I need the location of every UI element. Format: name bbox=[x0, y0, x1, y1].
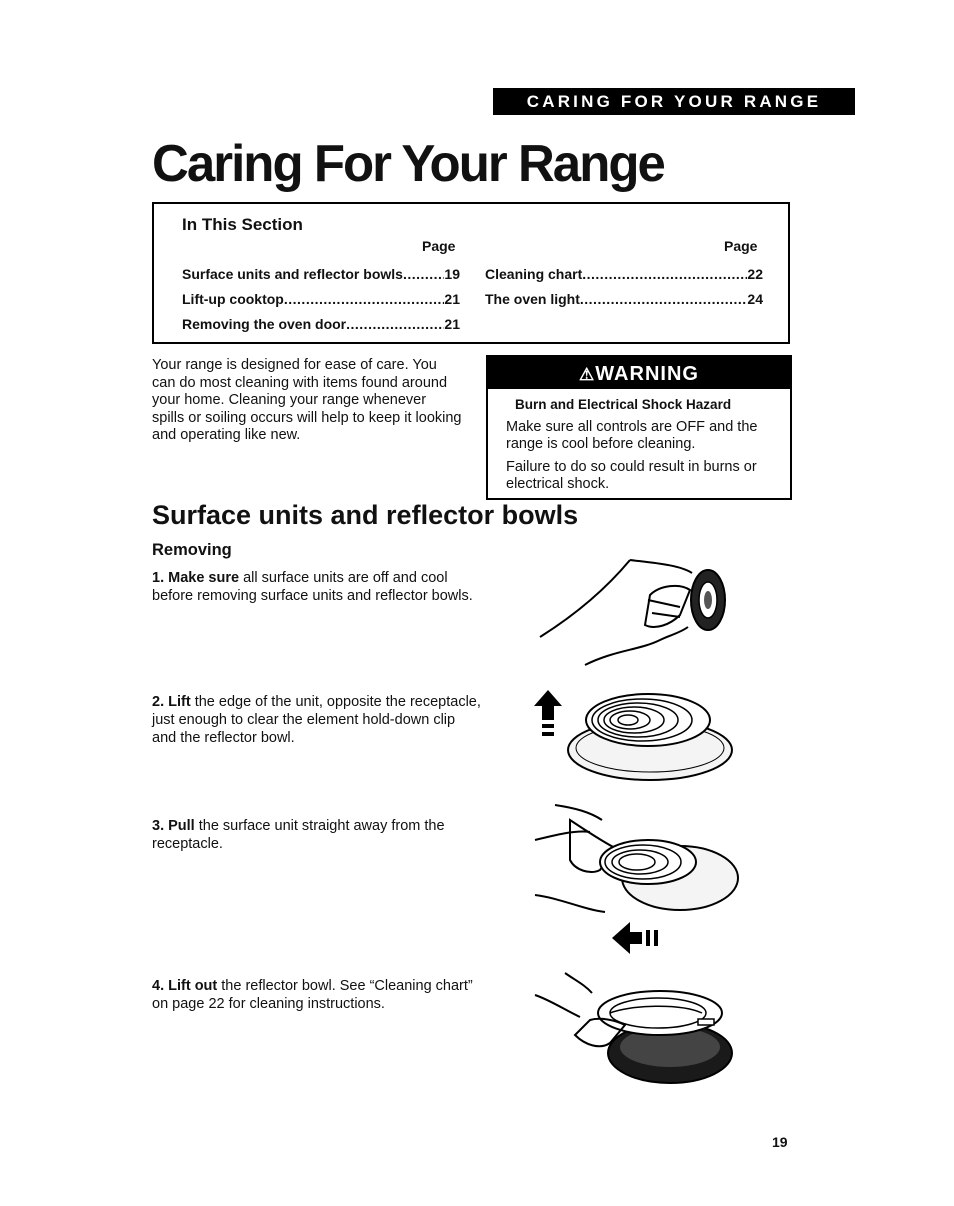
warning-text: Make sure all controls are OFF and the range is cool before cleaning. bbox=[506, 419, 758, 452]
toc-heading: In This Section bbox=[182, 215, 303, 234]
toc-entry-label: Lift-up cooktop bbox=[182, 291, 284, 307]
toc-entry[interactable] bbox=[485, 291, 763, 307]
step-text: the reflector bowl. See “Cleaning chart” on page 22 for cleaning instructions. bbox=[152, 978, 473, 1012]
warning-bar bbox=[488, 357, 790, 389]
toc-entry-label: Cleaning chart bbox=[485, 266, 583, 282]
toc-entry[interactable] bbox=[182, 316, 460, 332]
toc-entry-label: Removing the oven door bbox=[182, 316, 347, 332]
step-3 bbox=[152, 817, 482, 853]
step-keyword: Make sure bbox=[168, 570, 240, 586]
step-number: 2. bbox=[152, 694, 165, 710]
reflector-bowl-illustration bbox=[530, 965, 745, 1095]
step-text: all surface units are off and cool before removing surface units and reflector bowls. bbox=[152, 570, 473, 604]
step-keyword: Lift bbox=[168, 694, 191, 710]
toc-page-label-right: Page bbox=[724, 238, 758, 254]
toc-entry-page: 21 bbox=[444, 291, 460, 307]
toc-entry-page: 22 bbox=[747, 266, 763, 282]
page-number: 19 bbox=[772, 1134, 788, 1150]
left-arrow-icon bbox=[612, 922, 642, 954]
section-heading: Surface units and reflector bowls bbox=[152, 500, 579, 530]
step-number: 4. bbox=[152, 978, 165, 994]
step-text: the edge of the unit, opposite the receptacle, just enough to clear the element hold-down clip and the reflector bowl. bbox=[152, 694, 481, 746]
toc-entry-label: The oven light bbox=[485, 291, 580, 307]
step-number: 3. bbox=[152, 818, 165, 834]
toc-entry[interactable] bbox=[182, 291, 460, 307]
toc-entry-label: Surface units and reflector bowls bbox=[182, 266, 403, 282]
up-arrow-icon bbox=[534, 690, 562, 720]
toc-entry-page: 21 bbox=[444, 316, 460, 332]
toc-entry[interactable] bbox=[485, 266, 763, 282]
toc-entry[interactable] bbox=[182, 266, 460, 282]
step-1 bbox=[152, 569, 482, 605]
intro-paragraph: Your range is designed for ease of care. You can do most cleaning with items found around your home. Cleaning your range whenever spills or soiling occurs will help to keep it looking and operating like new. bbox=[152, 357, 462, 443]
step-text: the surface unit straight away from the receptacle. bbox=[152, 818, 445, 852]
step-2 bbox=[152, 693, 482, 747]
warning-text: Failure to do so could result in burns or electrical shock. bbox=[506, 459, 757, 492]
warning-label: WARNING bbox=[595, 363, 699, 385]
hazard-title: Burn and Electrical Shock Hazard bbox=[515, 397, 732, 412]
step-keyword: Pull bbox=[168, 818, 195, 834]
warning-box bbox=[486, 355, 792, 500]
step-4 bbox=[152, 977, 482, 1013]
toc-entry-page: 19 bbox=[444, 266, 460, 282]
toc-entry-page: 24 bbox=[747, 291, 763, 307]
sub-heading: Removing bbox=[152, 541, 232, 559]
warning-triangle-icon: ⚠ bbox=[579, 365, 596, 384]
pull-unit-illustration bbox=[530, 800, 745, 960]
toc-page-label-left: Page bbox=[422, 238, 456, 254]
control-knob-illustration bbox=[530, 555, 740, 675]
step-number: 1. bbox=[152, 570, 165, 586]
step-keyword: Lift out bbox=[168, 978, 218, 994]
lift-unit-illustration bbox=[530, 680, 740, 790]
in-this-section-box bbox=[152, 202, 790, 344]
page-title: Caring For Your Range bbox=[152, 135, 664, 193]
section-banner: CARING FOR YOUR RANGE bbox=[493, 88, 855, 115]
